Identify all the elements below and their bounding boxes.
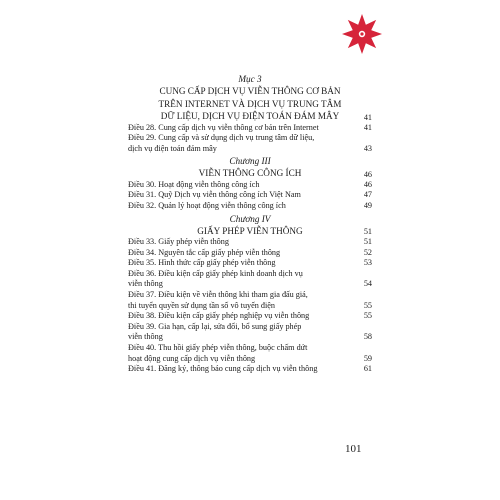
entry-text: Điều 28. Cung cấp dịch vụ viễn thông cơ bản trên Internet [128,122,319,132]
toc-entry [128,343,372,364]
entry-text-continued: thi tuyển quyền sử dụng tần số vô tuyến điện [128,300,276,310]
entry-text: Điều 37. Điều kiện về viễn thông khi tham gia đấu giá, [128,290,308,300]
entry-text: Điều 32. Quản lý hoạt động viễn thông công ích [128,200,286,210]
entry-text: Điều 39. Gia hạn, cấp lại, sửa đổi, bổ sung giấy phép [128,321,302,331]
toc-entry [128,237,372,248]
page-ref: 59 [363,353,372,363]
red-starburst-emblem-icon [340,12,384,56]
entry-text: Điều 38. Điều kiện cấp giấy phép nghiệp vụ viễn thông [128,311,310,321]
toc-entry [128,258,372,269]
page-ref: 52 [363,247,372,257]
page-ref: 43 [363,143,372,153]
toc-entry [128,248,372,259]
entry-text-continued: viễn thông [128,332,163,342]
table-of-contents [128,74,372,375]
entry-text: Điều 29. Cung cấp và sử dụng dịch vụ trung tâm dữ liệu, [128,133,315,143]
entry-text-continued: dịch vụ điện toán đám mây [128,143,217,153]
section-title-line: DỮ LIỆU, DỊCH VỤ ĐIỆN TOÁN ĐÁM MÂY [160,111,340,121]
toc-entry [128,201,372,212]
page-ref: 53 [363,258,372,268]
entry-text: Điều 31. Quỹ Dịch vụ viễn thông công ích Việt Nam [128,190,301,200]
section-title-line: TRÊN INTERNET VÀ DỊCH VỤ TRUNG TÂM [158,98,342,109]
entry-text: Điều 33. Giấy phép viễn thông [128,237,229,247]
page-ref: 51 [363,227,372,237]
toc-entry [128,322,372,343]
page-ref: 41 [363,112,372,122]
page-ref: 47 [363,190,372,200]
entry-text: Điều 34. Nguyên tắc cấp giấy phép viễn thông [128,247,281,257]
toc-entry [128,269,372,290]
entry-text: Điều 30. Hoạt động viễn thông công ích [128,179,260,189]
page-ref: 55 [363,311,372,321]
entry-text-continued: viễn thông [128,279,163,289]
entry-text: Điều 36. Điều kiện cấp giấy phép kinh doanh dịch vụ [128,268,303,278]
toc-entry [128,133,372,154]
chapter-heading [128,225,372,238]
page-ref: 54 [363,279,372,289]
page-ref: 46 [363,179,372,189]
page-ref: 55 [363,300,372,310]
chapter-label: Chương III [229,156,271,167]
page-ref: 51 [363,237,372,247]
chapter-heading [128,167,372,180]
section-label: Mục 3 [238,74,262,84]
toc-entry [128,123,372,134]
entry-text: Điều 41. Đăng ký, thông báo cung cấp dịch vụ viễn thông [128,364,318,374]
toc-entry [128,290,372,311]
toc-entry [128,364,372,375]
chapter-title: GIẤY PHÉP VIỄN THÔNG [197,225,303,236]
page-ref: 58 [363,332,372,342]
chapter-label: Chương IV [229,213,271,224]
entry-text: Điều 35. Hình thức cấp giấy phép viễn thông [128,258,276,268]
page-ref: 46 [363,169,372,179]
entry-text-continued: hoạt động cung cấp dịch vụ viễn thông [128,353,256,363]
section-heading [128,85,372,123]
page-ref: 49 [363,200,372,210]
toc-entry [128,190,372,201]
chapter-title: VIỄN THÔNG CÔNG ÍCH [198,168,302,179]
page-ref: 61 [363,364,372,374]
page-number: 101 [345,443,362,455]
toc-entry [128,180,372,191]
section-title-line: CUNG CẤP DỊCH VỤ VIỄN THÔNG CƠ BẢN [159,86,341,96]
toc-entry [128,311,372,322]
entry-text: Điều 40. Thu hồi giấy phép viễn thông, buộc chấm dứt [128,343,308,352]
page-ref: 41 [363,122,372,132]
